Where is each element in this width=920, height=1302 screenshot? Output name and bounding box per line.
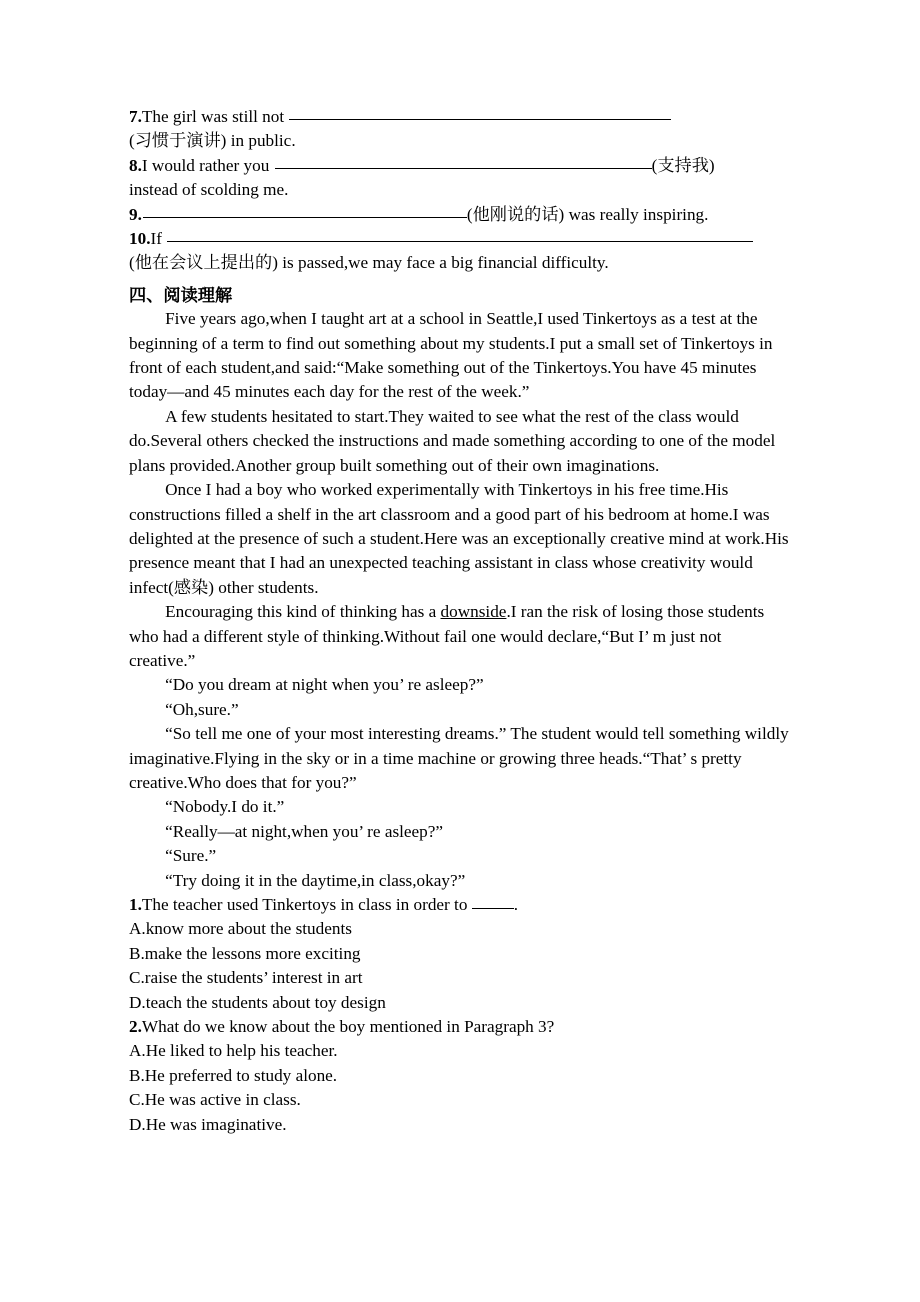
section-heading-reading-comprehension: 四、阅读理解 (129, 284, 233, 305)
question-number: 2. (129, 1017, 142, 1037)
question-2-option-b[interactable]: B.He preferred to study alone. (129, 1065, 338, 1085)
dialogue-line-1: “Do you dream at night when you’ re asleep?” (165, 675, 484, 695)
dialogue-line-5: “Really—at night,when you’ re asleep?” (165, 821, 444, 841)
passage-paragraph-3: Once I had a boy who worked experimentally with Tinkertoys in his free time.His constructions filled a shelf in the art classroom and a good part of his bedroom at home.I was delighted at the presence of such a student.Here was an exceptionally creative mind at work.His presence meant that I had an unexpected teaching assistant in class whose creativity would infect(感染) other students. (129, 480, 789, 597)
question-stem-tail: . (513, 895, 519, 914)
question-2-option-a[interactable]: A.He liked to help his teacher. (129, 1041, 338, 1061)
question-1-answer-blank[interactable] (472, 896, 514, 909)
dialogue-line-7: “Try doing it in the daytime,in class,okay?” (165, 870, 466, 890)
question-2-option-c[interactable]: C.He was active in class. (129, 1090, 301, 1110)
dialogue-line-2: “Oh,sure.” (165, 699, 239, 719)
answer-blank-9[interactable] (143, 204, 467, 218)
fill-in-blank-item-10 (129, 227, 790, 276)
question-1-option-b[interactable]: B.make the lessons more exciting (129, 943, 361, 963)
question-2-option-d[interactable]: D.He was imaginative. (129, 1114, 287, 1134)
item-gloss: (支持我) (651, 155, 715, 175)
passage-paragraph-4 (129, 600, 790, 673)
comprehension-questions (129, 893, 790, 1137)
item-text-after: instead of scolding me. (129, 180, 289, 200)
question-stem-text: What do we know about the boy mentioned in Paragraph 3? (141, 1017, 555, 1037)
item-gloss: (他在会议上提出的) (129, 253, 278, 273)
fill-in-blank-exercise (129, 105, 790, 276)
question-stem-text: The teacher used Tinkertoys in class in order to (141, 895, 472, 914)
item-number: 7. (129, 107, 142, 126)
question-1-option-d[interactable]: D.teach the students about toy design (129, 992, 386, 1012)
paragraph-text-before: Encouraging this kind of thinking has a (165, 602, 441, 622)
answer-blank-7[interactable] (289, 106, 671, 120)
item-text-after: in public. (226, 131, 296, 151)
fill-in-blank-item-8 (129, 154, 790, 203)
fill-in-blank-item-9 (129, 203, 790, 227)
paragraph-text-after: .I ran the risk of losing those students who had a different style of thinking.Without fail one would declare,“But I’ m just not creative.” (129, 602, 765, 670)
question-1-option-c[interactable]: C.raise the students’ interest in art (129, 968, 363, 988)
answer-blank-8[interactable] (275, 155, 652, 169)
item-number: 8. (129, 155, 142, 175)
dialogue-line-6: “Sure.” (165, 846, 217, 866)
item-text-before: If (150, 229, 167, 249)
dialogue-line-3: “So tell me one of your most interesting dreams.” The student would tell something wildly imaginative.Flying in the sky or in a time machine or growing three heads.“That’ s pretty creative.Who does that for you?” (129, 724, 789, 792)
question-1-stem (129, 893, 790, 917)
item-text-after: was really inspiring. (564, 204, 709, 224)
answer-blank-10[interactable] (167, 228, 753, 242)
dialogue-line-4: “Nobody.I do it.” (165, 797, 285, 817)
item-text-before: I would rather you (141, 155, 274, 175)
item-text-after: is passed,we may face a big financial difficulty. (277, 253, 609, 273)
passage-paragraph-1: Five years ago,when I taught art at a school in Seattle,I used Tinkertoys as a test at the beginning of a term to find out something about my students.I put a small set of Tinkertoys in front of each student,and said:“Make something out of the Tinkertoys.You have 45 minutes today—and 45 minutes each day for the rest of the week.” (129, 309, 773, 402)
item-number: 10. (129, 229, 151, 249)
reading-passage (129, 307, 790, 893)
item-gloss: (他刚说的话) (466, 204, 565, 224)
question-2-stem (129, 1015, 790, 1039)
item-number: 9. (129, 204, 142, 224)
item-gloss: (习惯于演讲) (129, 131, 227, 151)
item-text-before: The girl was still not (141, 107, 289, 126)
question-1-option-a[interactable]: A.know more about the students (129, 919, 352, 939)
question-number: 1. (129, 895, 142, 914)
passage-paragraph-2: A few students hesitated to start.They waited to see what the rest of the class would do.Several others checked the instructions and made something according to one of the model plans provided.Another group built something out of their own imaginations. (129, 406, 776, 475)
underlined-word-downside: downside (440, 602, 507, 622)
fill-in-blank-item-7 (129, 105, 790, 154)
